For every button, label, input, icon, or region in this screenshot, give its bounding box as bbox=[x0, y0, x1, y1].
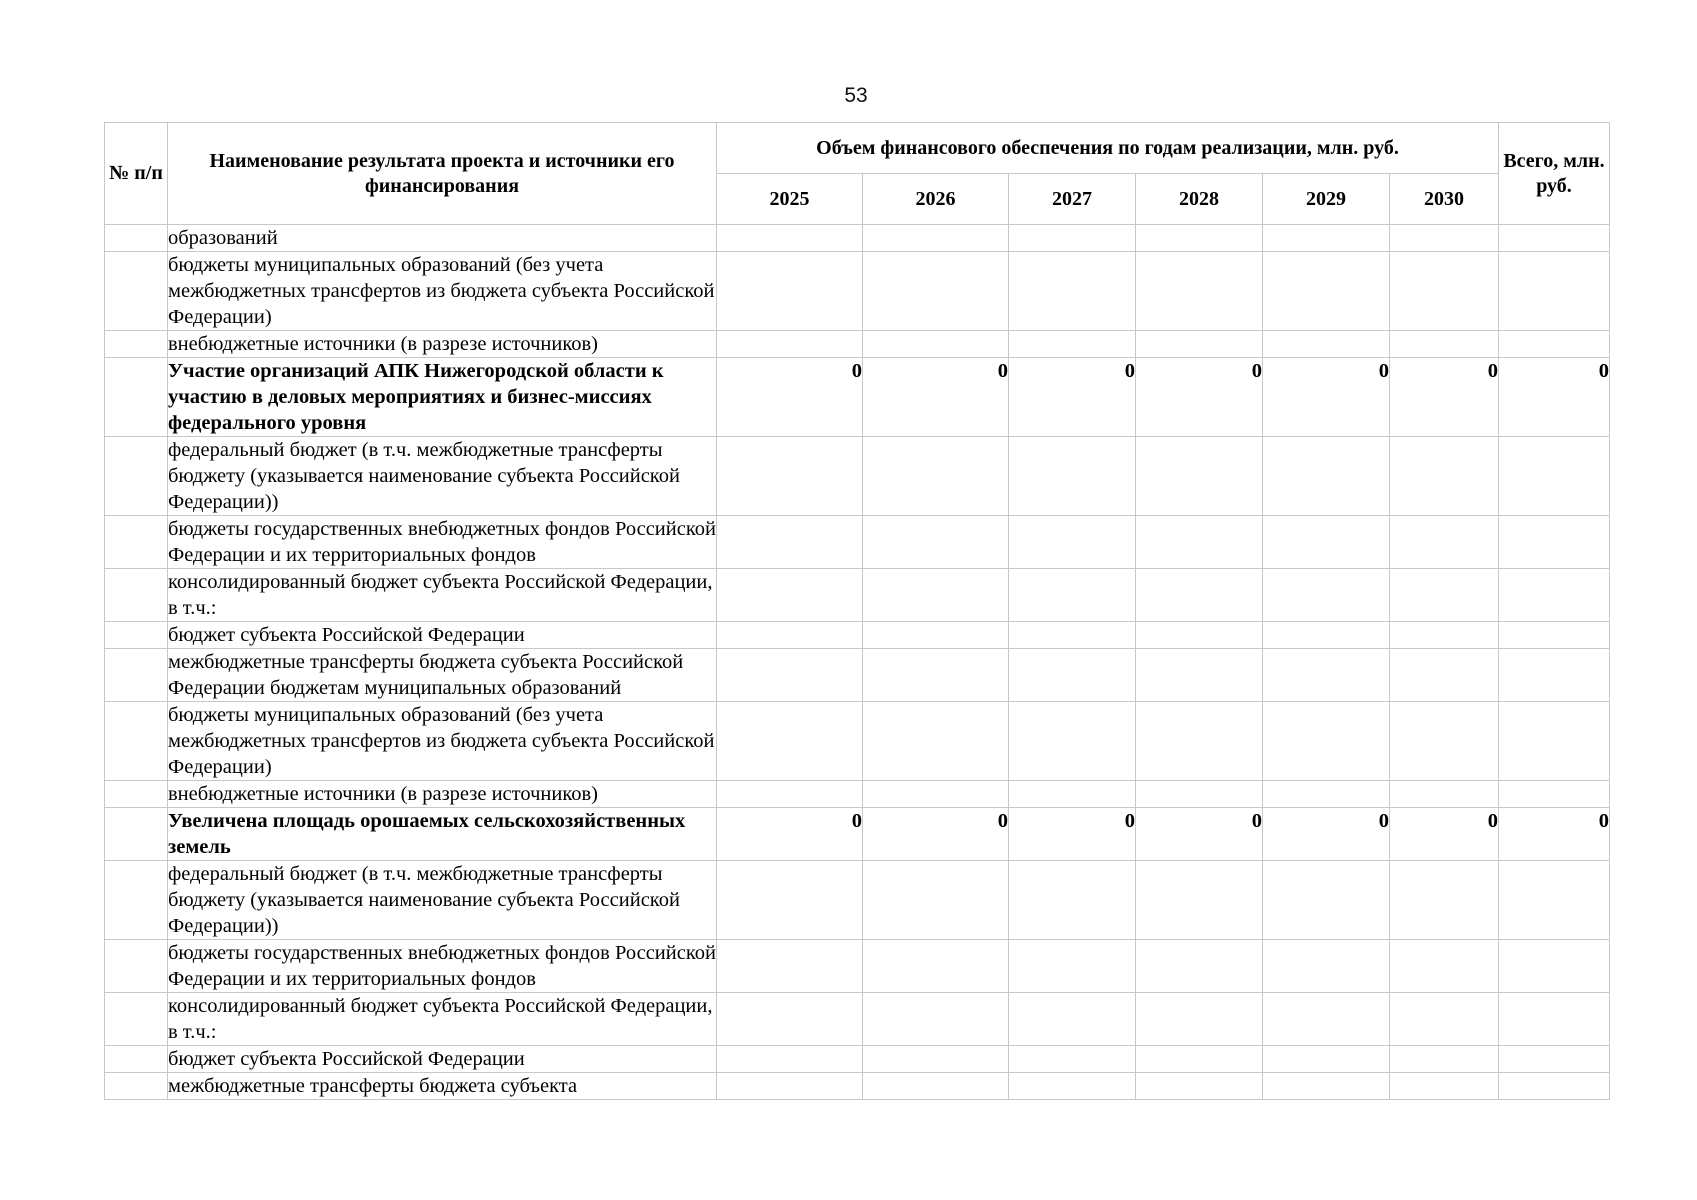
year-value-cell: 0 bbox=[1390, 358, 1499, 437]
year-value-cell bbox=[1009, 331, 1136, 358]
row-number-cell bbox=[105, 331, 168, 358]
row-number-cell bbox=[105, 808, 168, 861]
year-value-cell bbox=[1390, 252, 1499, 331]
year-value-cell bbox=[863, 1046, 1009, 1073]
total-value-cell bbox=[1499, 516, 1610, 569]
row-number-cell bbox=[105, 1046, 168, 1073]
year-value-cell bbox=[1136, 781, 1263, 808]
row-name-cell: Участие организаций АПК Нижегородской области к участию в деловых мероприятиях и бизнес-миссиях федерального уровня bbox=[168, 358, 717, 437]
total-value-cell bbox=[1499, 252, 1610, 331]
year-value-cell bbox=[1390, 437, 1499, 516]
year-value-cell bbox=[1390, 225, 1499, 252]
year-value-cell bbox=[863, 516, 1009, 569]
total-value-cell bbox=[1499, 569, 1610, 622]
row-number-cell bbox=[105, 358, 168, 437]
row-name-cell: федеральный бюджет (в т.ч. межбюджетные трансферты бюджету (указывается наименование субъекта Российской Федерации)) bbox=[168, 437, 717, 516]
total-value-cell bbox=[1499, 993, 1610, 1046]
row-name-cell: межбюджетные трансферты бюджета субъекта Российской Федерации бюджетам муниципальных образований bbox=[168, 649, 717, 702]
year-value-cell bbox=[1263, 225, 1390, 252]
row-name-cell: бюджеты муниципальных образований (без учета межбюджетных трансфертов из бюджета субъекта Российской Федерации) bbox=[168, 702, 717, 781]
year-value-cell bbox=[1009, 781, 1136, 808]
year-value-cell bbox=[1390, 993, 1499, 1046]
year-value-cell bbox=[1263, 649, 1390, 702]
source-row bbox=[105, 1046, 1610, 1073]
year-value-cell bbox=[863, 225, 1009, 252]
row-name-cell: межбюджетные трансферты бюджета субъекта bbox=[168, 1073, 717, 1100]
page-number: 53 bbox=[844, 84, 868, 107]
header-year: 2027 bbox=[1009, 174, 1136, 225]
year-value-cell bbox=[1390, 781, 1499, 808]
year-value-cell bbox=[863, 940, 1009, 993]
year-value-cell bbox=[1009, 1046, 1136, 1073]
year-value-cell bbox=[1009, 649, 1136, 702]
table-header bbox=[105, 123, 1610, 225]
year-value-cell bbox=[717, 940, 863, 993]
year-value-cell bbox=[863, 649, 1009, 702]
year-value-cell bbox=[717, 649, 863, 702]
year-value-cell bbox=[1009, 1073, 1136, 1100]
year-value-cell bbox=[1263, 993, 1390, 1046]
row-name-cell: бюджет субъекта Российской Федерации bbox=[168, 1046, 717, 1073]
year-value-cell bbox=[1390, 702, 1499, 781]
row-name-cell: консолидированный бюджет субъекта Российской Федерации, в т.ч.: bbox=[168, 569, 717, 622]
row-number-cell bbox=[105, 649, 168, 702]
row-number-cell bbox=[105, 861, 168, 940]
total-value-cell bbox=[1499, 940, 1610, 993]
year-value-cell bbox=[717, 861, 863, 940]
year-value-cell bbox=[1390, 331, 1499, 358]
row-name-cell: консолидированный бюджет субъекта Российской Федерации, в т.ч.: bbox=[168, 993, 717, 1046]
year-value-cell bbox=[1263, 622, 1390, 649]
total-value-cell bbox=[1499, 649, 1610, 702]
row-name-cell: внебюджетные источники (в разрезе источников) bbox=[168, 331, 717, 358]
year-value-cell bbox=[1263, 331, 1390, 358]
year-value-cell bbox=[1136, 1046, 1263, 1073]
header-year: 2030 bbox=[1390, 174, 1499, 225]
row-number-cell bbox=[105, 516, 168, 569]
year-value-cell: 0 bbox=[1263, 358, 1390, 437]
year-value-cell bbox=[1390, 516, 1499, 569]
year-value-cell bbox=[1390, 1073, 1499, 1100]
year-value-cell bbox=[1009, 225, 1136, 252]
total-value-cell: 0 bbox=[1499, 808, 1610, 861]
row-number-cell bbox=[105, 622, 168, 649]
total-value-cell bbox=[1499, 1046, 1610, 1073]
year-value-cell bbox=[1009, 516, 1136, 569]
row-number-cell bbox=[105, 569, 168, 622]
row-name-cell: бюджеты муниципальных образований (без учета межбюджетных трансфертов из бюджета субъекта Российской Федерации) bbox=[168, 252, 717, 331]
row-name-cell: бюджеты государственных внебюджетных фондов Российской Федерации и их территориальных фондов bbox=[168, 940, 717, 993]
year-value-cell bbox=[863, 781, 1009, 808]
financing-table bbox=[104, 122, 1610, 1100]
year-value-cell: 0 bbox=[1390, 808, 1499, 861]
total-value-cell: 0 bbox=[1499, 358, 1610, 437]
row-name-cell: бюджеты государственных внебюджетных фондов Российской Федерации и их территориальных фондов bbox=[168, 516, 717, 569]
header-volume: Объем финансового обеспечения по годам реализации, млн. руб. bbox=[717, 123, 1499, 174]
row-number-cell bbox=[105, 781, 168, 808]
year-value-cell bbox=[863, 437, 1009, 516]
year-value-cell bbox=[1390, 1046, 1499, 1073]
year-value-cell bbox=[1136, 331, 1263, 358]
year-value-cell bbox=[863, 993, 1009, 1046]
year-value-cell: 0 bbox=[863, 808, 1009, 861]
row-name-cell: Увеличена площадь орошаемых сельскохозяйственных земель bbox=[168, 808, 717, 861]
header-num: № п/п bbox=[105, 123, 168, 225]
year-value-cell bbox=[863, 1073, 1009, 1100]
total-value-cell bbox=[1499, 225, 1610, 252]
header-year: 2028 bbox=[1136, 174, 1263, 225]
year-value-cell bbox=[1263, 940, 1390, 993]
total-value-cell bbox=[1499, 702, 1610, 781]
year-value-cell: 0 bbox=[1009, 808, 1136, 861]
year-value-cell: 0 bbox=[717, 358, 863, 437]
year-value-cell bbox=[717, 516, 863, 569]
year-value-cell bbox=[717, 225, 863, 252]
year-value-cell bbox=[1136, 649, 1263, 702]
year-value-cell bbox=[1390, 649, 1499, 702]
year-value-cell: 0 bbox=[1136, 808, 1263, 861]
year-value-cell: 0 bbox=[717, 808, 863, 861]
year-value-cell bbox=[863, 331, 1009, 358]
year-value-cell bbox=[1390, 861, 1499, 940]
total-value-cell bbox=[1499, 331, 1610, 358]
total-value-cell bbox=[1499, 861, 1610, 940]
year-value-cell bbox=[1009, 569, 1136, 622]
source-row bbox=[105, 861, 1610, 940]
source-row bbox=[105, 940, 1610, 993]
source-row bbox=[105, 781, 1610, 808]
year-value-cell bbox=[717, 781, 863, 808]
source-row bbox=[105, 993, 1610, 1046]
year-value-cell bbox=[1263, 1046, 1390, 1073]
row-name-cell: образований bbox=[168, 225, 717, 252]
year-value-cell bbox=[1263, 702, 1390, 781]
year-value-cell bbox=[717, 1046, 863, 1073]
year-value-cell bbox=[1009, 993, 1136, 1046]
source-row bbox=[105, 225, 1610, 252]
header-year: 2025 bbox=[717, 174, 863, 225]
source-row bbox=[105, 622, 1610, 649]
row-number-cell bbox=[105, 702, 168, 781]
year-value-cell bbox=[1136, 861, 1263, 940]
year-value-cell bbox=[1009, 437, 1136, 516]
year-value-cell bbox=[863, 252, 1009, 331]
year-value-cell bbox=[1263, 569, 1390, 622]
year-value-cell bbox=[863, 569, 1009, 622]
source-row bbox=[105, 516, 1610, 569]
source-row bbox=[105, 1073, 1610, 1100]
result-row bbox=[105, 808, 1610, 861]
source-row bbox=[105, 702, 1610, 781]
source-row bbox=[105, 649, 1610, 702]
table-body bbox=[105, 225, 1610, 1100]
year-value-cell bbox=[1136, 516, 1263, 569]
year-value-cell bbox=[1263, 516, 1390, 569]
year-value-cell bbox=[1263, 437, 1390, 516]
row-number-cell bbox=[105, 1073, 168, 1100]
row-number-cell bbox=[105, 993, 168, 1046]
year-value-cell bbox=[1136, 225, 1263, 252]
year-value-cell bbox=[1136, 569, 1263, 622]
year-value-cell: 0 bbox=[1009, 358, 1136, 437]
row-name-cell: федеральный бюджет (в т.ч. межбюджетные трансферты бюджету (указывается наименование субъекта Российской Федерации)) bbox=[168, 861, 717, 940]
year-value-cell bbox=[717, 622, 863, 649]
source-row bbox=[105, 437, 1610, 516]
year-value-cell bbox=[1390, 569, 1499, 622]
year-value-cell bbox=[1390, 940, 1499, 993]
year-value-cell bbox=[863, 622, 1009, 649]
row-name-cell: внебюджетные источники (в разрезе источников) bbox=[168, 781, 717, 808]
year-value-cell bbox=[1136, 437, 1263, 516]
year-value-cell bbox=[717, 252, 863, 331]
header-total: Всего, млн. руб. bbox=[1499, 123, 1610, 225]
year-value-cell bbox=[717, 1073, 863, 1100]
source-row bbox=[105, 252, 1610, 331]
year-value-cell bbox=[1136, 622, 1263, 649]
year-value-cell bbox=[1009, 861, 1136, 940]
year-value-cell bbox=[863, 861, 1009, 940]
year-value-cell bbox=[863, 702, 1009, 781]
year-value-cell bbox=[1136, 252, 1263, 331]
year-value-cell: 0 bbox=[1263, 808, 1390, 861]
year-value-cell bbox=[717, 569, 863, 622]
total-value-cell bbox=[1499, 1073, 1610, 1100]
year-value-cell bbox=[1136, 702, 1263, 781]
year-value-cell bbox=[717, 331, 863, 358]
row-number-cell bbox=[105, 252, 168, 331]
total-value-cell bbox=[1499, 622, 1610, 649]
year-value-cell: 0 bbox=[863, 358, 1009, 437]
year-value-cell bbox=[1136, 940, 1263, 993]
header-name: Наименование результата проекта и источники его финансирования bbox=[168, 123, 717, 225]
result-row bbox=[105, 358, 1610, 437]
header-year: 2029 bbox=[1263, 174, 1390, 225]
source-row bbox=[105, 331, 1610, 358]
year-value-cell bbox=[1263, 252, 1390, 331]
year-value-cell bbox=[1009, 622, 1136, 649]
year-value-cell bbox=[1263, 1073, 1390, 1100]
header-year: 2026 bbox=[863, 174, 1009, 225]
total-value-cell bbox=[1499, 781, 1610, 808]
year-value-cell bbox=[1390, 622, 1499, 649]
year-value-cell: 0 bbox=[1136, 358, 1263, 437]
year-value-cell bbox=[1009, 252, 1136, 331]
row-name-cell: бюджет субъекта Российской Федерации bbox=[168, 622, 717, 649]
year-value-cell bbox=[1009, 940, 1136, 993]
row-number-cell bbox=[105, 940, 168, 993]
year-value-cell bbox=[1263, 781, 1390, 808]
source-row bbox=[105, 569, 1610, 622]
year-value-cell bbox=[1263, 861, 1390, 940]
year-value-cell bbox=[1136, 993, 1263, 1046]
row-number-cell bbox=[105, 437, 168, 516]
year-value-cell bbox=[717, 993, 863, 1046]
row-number-cell bbox=[105, 225, 168, 252]
year-value-cell bbox=[1009, 702, 1136, 781]
year-value-cell bbox=[717, 702, 863, 781]
year-value-cell bbox=[717, 437, 863, 516]
year-value-cell bbox=[1136, 1073, 1263, 1100]
total-value-cell bbox=[1499, 437, 1610, 516]
